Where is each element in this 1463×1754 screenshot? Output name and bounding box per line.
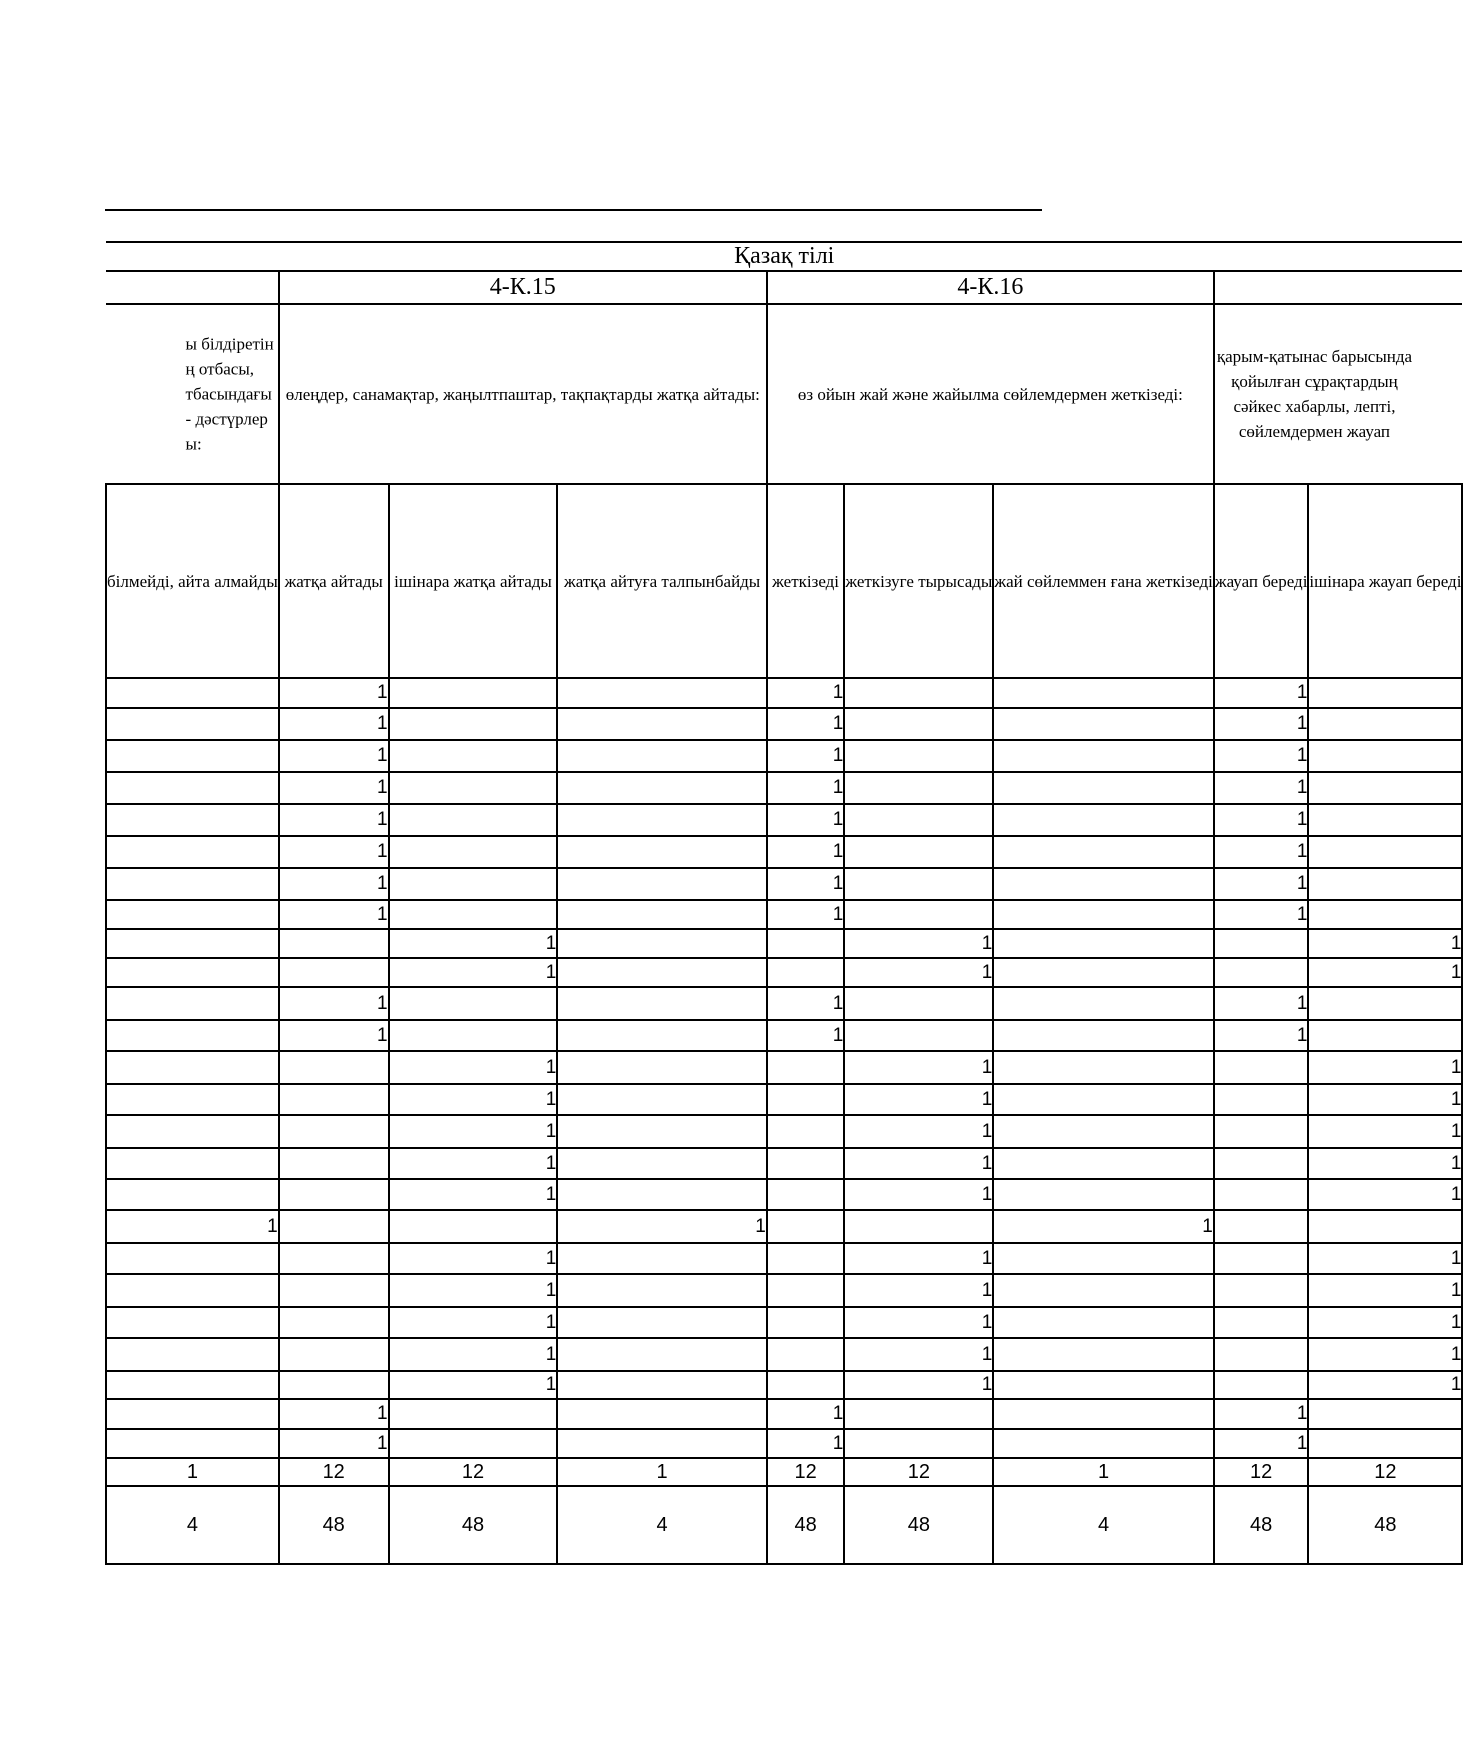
table-cell: 1 [279,836,389,868]
total-cell: 12 [1308,1458,1462,1486]
opt-k15-3: жатқа айтуға талпынбайды [557,484,766,678]
table-cell [1308,772,1462,804]
table-cell [279,1307,389,1338]
table-cell [279,1179,389,1210]
table-cell [279,1115,389,1148]
table-cell [106,772,279,804]
table-row [106,678,1462,708]
table-row [106,929,1462,958]
table-cell [767,1243,844,1274]
table-cell [106,929,279,958]
table-cell: 1 [279,1399,389,1429]
table-cell [767,1115,844,1148]
desc-prev [106,304,279,484]
table-row [106,1274,1462,1307]
table-cell [844,1429,993,1458]
table-cell: 1 [389,1051,558,1084]
table-cell [106,804,279,836]
table-cell: 1 [389,929,558,958]
table-cell [279,1051,389,1084]
table-cell [106,1020,279,1051]
description-row [106,304,1462,484]
table-cell [106,1371,279,1399]
table-cell [389,772,558,804]
table-cell [993,708,1214,740]
table-cell [844,1210,993,1243]
table-cell [993,958,1214,987]
table-cell: 1 [767,836,844,868]
table-cell [767,1179,844,1210]
table-cell [993,1115,1214,1148]
table-cell [279,929,389,958]
table-cell [557,958,766,987]
table-cell [389,1399,558,1429]
table-cell [279,1338,389,1371]
table-cell [106,1179,279,1210]
desc-k16: өз ойын жай және жайылма сөйлемдермен жеткізеді: [767,304,1214,484]
table-cell [389,1210,558,1243]
table-row [106,1429,1462,1458]
table-cell [557,1429,766,1458]
table-cell [557,1115,766,1148]
options-row [106,484,1462,678]
table-cell: 1 [844,1371,993,1399]
table-cell [1214,1274,1309,1307]
table-cell [993,1084,1214,1115]
table-cell: 1 [844,1179,993,1210]
table-cell [106,1243,279,1274]
table-cell [106,1338,279,1371]
table-row [106,1148,1462,1179]
table-cell [993,1399,1214,1429]
desc-prev-text: ы білдіретін ң отбасы, тбасындағы - дәстүрлер ы: [185,334,274,454]
table-cell [389,1020,558,1051]
table-cell [279,1148,389,1179]
table-cell [1308,708,1462,740]
table-cell [767,1084,844,1115]
table-cell: 1 [767,900,844,929]
table-cell [844,987,993,1020]
table-cell [557,929,766,958]
table-cell: 1 [1308,1274,1462,1307]
table-cell [279,1243,389,1274]
table-cell [993,1179,1214,1210]
table-row [106,772,1462,804]
totals-row [106,1458,1462,1486]
opt-k17-1: жауап береді [1214,484,1309,678]
table-cell [557,1338,766,1371]
table-cell [106,868,279,900]
table-cell [844,772,993,804]
total-cell: 12 [389,1458,558,1486]
table-cell: 1 [844,1274,993,1307]
table-row [106,900,1462,929]
table-cell [106,958,279,987]
table-cell [1308,1210,1462,1243]
table-cell [844,804,993,836]
table-cell [1214,1243,1309,1274]
table-cell [106,1084,279,1115]
table-cell [1214,1371,1309,1399]
table-cell [389,678,558,708]
table-cell: 1 [844,958,993,987]
table-cell: 1 [279,1020,389,1051]
desc-k15: өлеңдер, санамақтар, жаңылтпаштар, тақпақтарды жатқа айтады: [279,304,767,484]
table-cell: 1 [844,1115,993,1148]
table-cell: 1 [1308,1179,1462,1210]
table-cell: 1 [389,1084,558,1115]
table-cell [844,1399,993,1429]
table-cell [557,1084,766,1115]
table-row [106,1307,1462,1338]
opt-k15-2: ішінара жатқа айтады [389,484,558,678]
table-cell: 1 [844,1243,993,1274]
table-cell [1214,1051,1309,1084]
table-cell: 1 [1308,1148,1462,1179]
table-cell [557,1051,766,1084]
table-cell [993,1307,1214,1338]
code-k17 [1214,271,1463,304]
table-cell [1214,958,1309,987]
table-cell: 1 [767,1429,844,1458]
table-cell [1214,1338,1309,1371]
opt-prev: білмейді, айта алмайды [106,484,279,678]
table-cell: 1 [1308,1051,1462,1084]
table-cell [557,1274,766,1307]
table-row [106,1210,1462,1243]
table-cell [389,804,558,836]
code-k15: 4-К.15 [279,271,767,304]
table-cell [993,1020,1214,1051]
table-cell [279,1274,389,1307]
table-cell: 1 [106,1210,279,1243]
table-cell [767,1051,844,1084]
table-cell: 1 [844,1084,993,1115]
table-cell [1214,1307,1309,1338]
table-cell: 1 [1214,772,1309,804]
percent-cell: 48 [389,1486,558,1564]
table-cell [557,1179,766,1210]
table-cell [1214,1210,1309,1243]
table-row [106,740,1462,772]
table-cell [993,772,1214,804]
spacer-row [106,209,1462,242]
table-cell [993,1274,1214,1307]
table-cell: 1 [389,958,558,987]
table-cell [993,987,1214,1020]
subject-title: Қазақ тілі [106,242,1462,271]
table-cell: 1 [1308,1307,1462,1338]
assessment-table [105,209,1463,1565]
table-cell: 1 [279,708,389,740]
table-row [106,1371,1462,1399]
table-row [106,987,1462,1020]
table-cell [767,1307,844,1338]
table-cell [106,900,279,929]
table-row [106,958,1462,987]
table-cell [557,708,766,740]
desc-k17 [1214,304,1463,484]
percent-cell: 4 [106,1486,279,1564]
table-cell: 1 [1214,1429,1309,1458]
table-row [106,1338,1462,1371]
opt-k17-2: ішінара жауап береді [1308,484,1462,678]
table-cell: 1 [1214,1020,1309,1051]
table-cell [993,900,1214,929]
table-cell [106,1274,279,1307]
total-cell: 1 [106,1458,279,1486]
table-cell: 1 [1214,836,1309,868]
table-cell: 1 [844,1051,993,1084]
table-row [106,1179,1462,1210]
table-cell [106,1429,279,1458]
table-cell [557,804,766,836]
table-cell [279,1210,389,1243]
table-cell [844,900,993,929]
table-cell [389,987,558,1020]
table-cell [1214,1179,1309,1210]
table-cell: 1 [1308,1115,1462,1148]
table-cell: 1 [844,1307,993,1338]
table-cell [993,1371,1214,1399]
percent-cell: 48 [1308,1486,1462,1564]
table-cell [993,1243,1214,1274]
table-cell [106,740,279,772]
table-cell: 1 [279,987,389,1020]
table-cell: 1 [767,804,844,836]
table-cell [1308,900,1462,929]
table-cell: 1 [1214,987,1309,1020]
table-cell [1308,804,1462,836]
table-cell [106,1148,279,1179]
table-cell: 1 [844,1338,993,1371]
table-cell [1308,1020,1462,1051]
table-cell: 1 [389,1307,558,1338]
table-row [106,836,1462,868]
table-cell [767,1148,844,1179]
table-cell [557,678,766,708]
table-cell [993,868,1214,900]
data-rows [106,678,1462,1458]
table-cell: 1 [1214,1399,1309,1429]
table-cell: 1 [389,1148,558,1179]
table-cell [1214,1084,1309,1115]
table-row [106,1020,1462,1051]
table-cell: 1 [557,1210,766,1243]
table-cell [1214,1115,1309,1148]
subject-row [106,242,1462,271]
table-cell: 1 [389,1338,558,1371]
percent-cell: 48 [1214,1486,1309,1564]
table-row [106,708,1462,740]
table-cell [767,1274,844,1307]
table-cell [389,836,558,868]
table-cell: 1 [767,868,844,900]
table-row [106,1243,1462,1274]
table-cell: 1 [1308,929,1462,958]
table-cell: 1 [1214,868,1309,900]
table-cell [844,836,993,868]
table-cell: 1 [279,868,389,900]
table-cell: 1 [844,1148,993,1179]
table-cell [993,1429,1214,1458]
percent-cell: 48 [279,1486,389,1564]
table-cell [844,740,993,772]
percent-cell: 48 [844,1486,993,1564]
table-row [106,1115,1462,1148]
opt-k16-2: жеткізуге тырысады [844,484,993,678]
table-cell [279,958,389,987]
table-cell: 1 [389,1371,558,1399]
table-cell [993,929,1214,958]
table-cell: 1 [1308,1243,1462,1274]
table-cell [389,708,558,740]
table-cell [557,1148,766,1179]
table-cell [993,678,1214,708]
table-cell: 1 [389,1179,558,1210]
table-cell [993,804,1214,836]
table-row [106,1051,1462,1084]
table-cell: 1 [279,772,389,804]
table-row [106,1084,1462,1115]
table-row [106,804,1462,836]
table-cell [557,900,766,929]
table-cell [106,1307,279,1338]
table-cell [767,958,844,987]
table-cell [279,1084,389,1115]
table-cell [106,678,279,708]
table-cell [767,1371,844,1399]
table-cell: 1 [767,678,844,708]
table-row [106,1399,1462,1429]
total-cell: 12 [844,1458,993,1486]
table-cell: 1 [767,1020,844,1051]
table-cell [557,836,766,868]
table-cell [106,987,279,1020]
table-cell [844,1020,993,1051]
table-cell: 1 [279,678,389,708]
total-cell: 1 [557,1458,766,1486]
table-cell [1308,740,1462,772]
table-cell [993,1338,1214,1371]
table-cell [1214,929,1309,958]
table-cell [389,868,558,900]
percent-row [106,1486,1462,1564]
table-cell [106,708,279,740]
total-cell: 12 [1214,1458,1309,1486]
table-cell [993,1148,1214,1179]
table-cell [767,1210,844,1243]
table-cell [1308,678,1462,708]
table-cell [557,1399,766,1429]
opt-k15-1: жатқа айтады [279,484,389,678]
table-cell: 1 [767,772,844,804]
percent-cell: 4 [557,1486,766,1564]
table-cell [557,1371,766,1399]
table-cell: 1 [1308,1338,1462,1371]
table-cell [106,1399,279,1429]
code-k16: 4-К.16 [767,271,1214,304]
table-cell: 1 [1308,958,1462,987]
code-row [106,271,1462,304]
table-cell: 1 [389,1243,558,1274]
table-cell [1308,836,1462,868]
table-cell: 1 [279,1429,389,1458]
table-cell [1308,868,1462,900]
table-cell: 1 [1214,740,1309,772]
opt-k16-3: жай сөйлеммен ғана жеткізеді [993,484,1214,678]
table-cell: 1 [767,1399,844,1429]
table-cell [557,1020,766,1051]
table-cell [557,772,766,804]
table-cell [844,678,993,708]
table-cell: 1 [279,740,389,772]
table-cell: 1 [389,1274,558,1307]
desc-k17-text: қарым-қатынас барысында қойылған сұрақтардың сәйкес хабарлы, лепті, сөйлемдермен жауап [1216,347,1413,441]
table-cell: 1 [767,740,844,772]
code-prev [106,271,279,304]
table-cell [993,1051,1214,1084]
table-cell [106,836,279,868]
table-cell: 1 [279,900,389,929]
table-cell: 1 [279,804,389,836]
table-cell [389,740,558,772]
table-cell: 1 [389,1115,558,1148]
table-cell [1214,1148,1309,1179]
table-cell [1308,1399,1462,1429]
table-cell [1308,987,1462,1020]
opt-k16-1: жеткізеді [767,484,844,678]
total-cell: 1 [993,1458,1214,1486]
table-cell: 1 [1308,1084,1462,1115]
table-row [106,868,1462,900]
table-cell [557,868,766,900]
table-cell: 1 [767,987,844,1020]
total-cell: 12 [767,1458,844,1486]
table-cell: 1 [1214,804,1309,836]
table-cell [844,708,993,740]
table-cell: 1 [1308,1371,1462,1399]
table-cell [106,1115,279,1148]
percent-cell: 4 [993,1486,1214,1564]
table-cell [106,1051,279,1084]
table-cell [557,1243,766,1274]
table-cell [767,1338,844,1371]
table-cell: 1 [993,1210,1214,1243]
table-cell: 1 [1214,708,1309,740]
table-cell [993,836,1214,868]
table-cell: 1 [1214,900,1309,929]
table-cell: 1 [844,929,993,958]
total-cell: 12 [279,1458,389,1486]
table-cell [1308,1429,1462,1458]
table-cell: 1 [767,708,844,740]
table-cell [557,740,766,772]
percent-cell: 48 [767,1486,844,1564]
table-cell [844,868,993,900]
table-cell [389,900,558,929]
table-cell [279,1371,389,1399]
table-cell [993,740,1214,772]
table-cell [557,987,766,1020]
table-cell [389,1429,558,1458]
table-cell [767,929,844,958]
table-cell [557,1307,766,1338]
table-cell: 1 [1214,678,1309,708]
